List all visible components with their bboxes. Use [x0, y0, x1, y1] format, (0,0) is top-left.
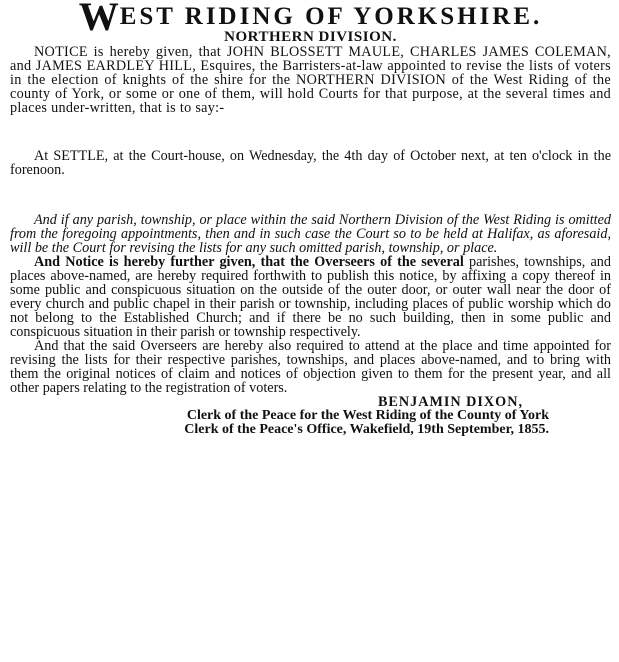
signature-title: Clerk of the Peace for the West Riding of the County of York	[186, 408, 549, 423]
paragraph-settle: At SETTLE, at the Court-house, on Wednesday, the 4th day of October next, at ten o'clock in the forenoon.	[10, 148, 611, 178]
title-rest: EST RIDING OF YORKSHIRE.	[119, 3, 543, 30]
paragraph-further-rest: parishes, townships, and places above-named, are hereby required forthwith to publish this notice, by affixing a copy thereof in some public and conspicuous situation on the outside of the outer door, or outer wall near the door of every church and public chapel in their parish or township, including places of public worship which do not belong to the Established Church; and if there be no such building, then in some public and conspicuous situation in their parish or township respectively.	[10, 254, 611, 340]
paragraph-overseers: And that the said Overseers are hereby also required to attend at the place and time appointed for revising the lists for their respective parishes, townships, and places above-named, and to bring with them the original notices of claim and notices of objection given to them for the present year, and all other papers relating to the registration of voters.	[10, 338, 611, 396]
spacer	[10, 177, 611, 213]
signature-name: BENJAMIN DIXON,	[377, 394, 523, 410]
paragraph-further	[10, 255, 611, 339]
paragraph-further-lead: And Notice is hereby further given, that the Overseers of the several	[34, 254, 464, 270]
office-line: Clerk of the Peace's Office, Wakefield, 19th September, 1855.	[184, 422, 549, 437]
notice-subtitle: NORTHERN DIVISION.	[224, 29, 397, 45]
title-initial: W	[78, 0, 120, 39]
paragraph-omitted: And if any parish, township, or place within the said Northern Division of the West Riding is omitted from the foregoing appointments, then and in such case the Court so to be held at Halifax, as aforesaid, will be the Court for revising the lists for any such omitted parish, township, or place.	[10, 212, 611, 256]
spacer	[10, 115, 611, 149]
paragraph-intro: NOTICE is hereby given, that JOHN BLOSSETT MAULE, CHARLES JAMES COLEMAN, and JAMES EARDLEY HILL, Esquires, the Barristers-at-law appointed to revise the lists of voters in the election of knights of the shire for the NORTHERN DIVISION of the West Riding of the county of York, or some or one of them, will hold Courts for that purpose, at the several times and places under-written, that is to say:-	[10, 44, 611, 116]
